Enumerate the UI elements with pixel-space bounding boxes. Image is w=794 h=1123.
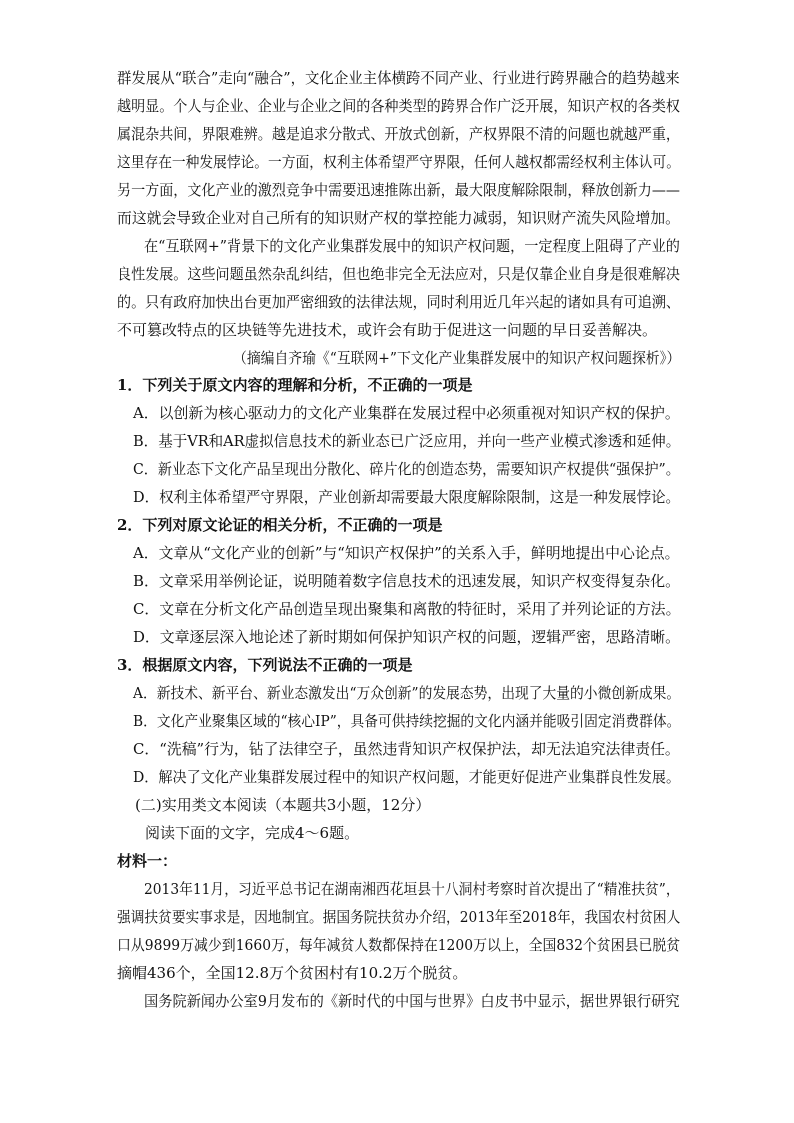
- passage-line: 这里存在一种发展悖论。一方面，权利主体希望严守界限，任何人越权都需经权利主体认可。: [117, 153, 680, 171]
- source-note: （摘编自齐瑜《“互联网+”下文化产业集群发展中的知识产权问题探析》）: [233, 349, 681, 367]
- material-line: 口从9899万减少到1660万，每年减贫人数都保持在1200万以上，全国832个贫困县已脱贫: [117, 936, 681, 954]
- question-option: A．新技术、新平台、新业态激发出“万众创新”的发展态势，出现了大量的小微创新成果。: [133, 684, 681, 702]
- question-stem: 2．下列对原文论证的相关分析，不正确的一项是: [117, 516, 443, 534]
- material-line: 强调扶贫要实事求是，因地制宜。据国务院扶贫办介绍，2013年至2018年，我国农村贫困人: [117, 908, 681, 926]
- material-line: 2013年11月，习近平总书记在湖南湘西花垣县十八洞村考察时首次提出了“精准扶贫”，: [144, 880, 680, 898]
- passage-line: 良性发展。这些问题虽然杂乱纠结，但也绝非完全无法应对，只是仅靠企业自身是很难解决: [117, 265, 680, 283]
- passage-line: 在“互联网+”背景下的文化产业集群发展中的知识产权问题，一定程度上阻碍了产业的: [144, 237, 680, 255]
- question-option: C．“洗稿”行为，钻了法律空子，虽然违背知识产权保护法，却无法追究法律责任。: [133, 740, 680, 758]
- section-instruction: 阅读下面的文字，完成4～6题。: [145, 824, 360, 842]
- question-option: C．新业态下文化产品呈现出分散化、碎片化的创造态势，需要知识产权提供“强保护”。: [133, 460, 680, 478]
- section-title: (二)实用类文本阅读（本题共3小题，12分）: [135, 796, 431, 814]
- passage-line: 越明显。个人与企业、企业与企业之间的各种类型的跨界合作广泛开展，知识产权的各类权: [117, 97, 680, 115]
- question-option: B．基于VR和AR虚拟信息技术的新业态已广泛应用，并向一些产业模式渗透和延伸。: [133, 432, 681, 450]
- question-option: D．权利主体希望严守界限，产业创新却需要最大限度解除限制，这是一种发展悖论。: [133, 488, 681, 506]
- passage-line: 的。只有政府加快出台更加严密细致的法律法规，同时利用近几年兴起的诸如具有可追溯、: [117, 293, 680, 311]
- question-option: B．文化产业聚集区域的“核心IP”，具备可供持续挖掘的文化内涵并能吸引固定消费群体。: [133, 712, 681, 730]
- passage-line: 另一方面，文化产业的激烈竞争中需要迅速推陈出新，最大限度解除限制，释放创新力——: [117, 181, 680, 199]
- question-option: D．解决了文化产业集群发展过程中的知识产权问题，才能更好促进产业集群良性发展。: [133, 768, 681, 786]
- material-line: 国务院新闻办公室9月发布的《新时代的中国与世界》白皮书中显示，据世界银行研究: [144, 992, 680, 1010]
- passage-line: 而这就会导致企业对自己所有的知识财产权的掌控能力减弱，知识财产流失风险增加。: [117, 209, 681, 227]
- passage-line: 属混杂共间，界限难辨。越是追求分散式、开放式创新，产权界限不清的问题也就越严重，: [117, 125, 680, 143]
- question-option: D．文章逐层深入地论述了新时期如何保护知识产权的问题，逻辑严密，思路清晰。: [133, 628, 681, 646]
- material-line: 摘帽436个，全国12.8万个贫困村有10.2万个脱贫。: [117, 964, 468, 982]
- question-stem: 1．下列关于原文内容的理解和分析，不正确的一项是: [117, 376, 473, 394]
- material-label: 材料一：: [117, 852, 178, 870]
- passage-line: 群发展从“联合”走向“融合”，文化企业主体横跨不同产业、行业进行跨界融合的趋势越来: [117, 69, 680, 87]
- question-option: A．以创新为核心驱动力的文化产业集群在发展过程中必须重视对知识产权的保护。: [133, 404, 680, 422]
- question-option: B．文章采用举例论证，说明随着数字信息技术的迅速发展，知识产权变得复杂化。: [133, 572, 681, 590]
- question-stem: 3．根据原文内容，下列说法不正确的一项是: [117, 656, 413, 674]
- passage-line: 不可篡改特点的区块链等先进技术，或许会有助于促进这一问题的早日妥善解决。: [117, 321, 658, 339]
- question-option: C．文章在分析文化产品创造呈现出聚集和离散的特征时，采用了并列论证的方法。: [133, 600, 681, 618]
- question-option: A．文章从“文化产业的创新”与“知识产权保护”的关系入手，鲜明地提出中心论点。: [133, 544, 680, 562]
